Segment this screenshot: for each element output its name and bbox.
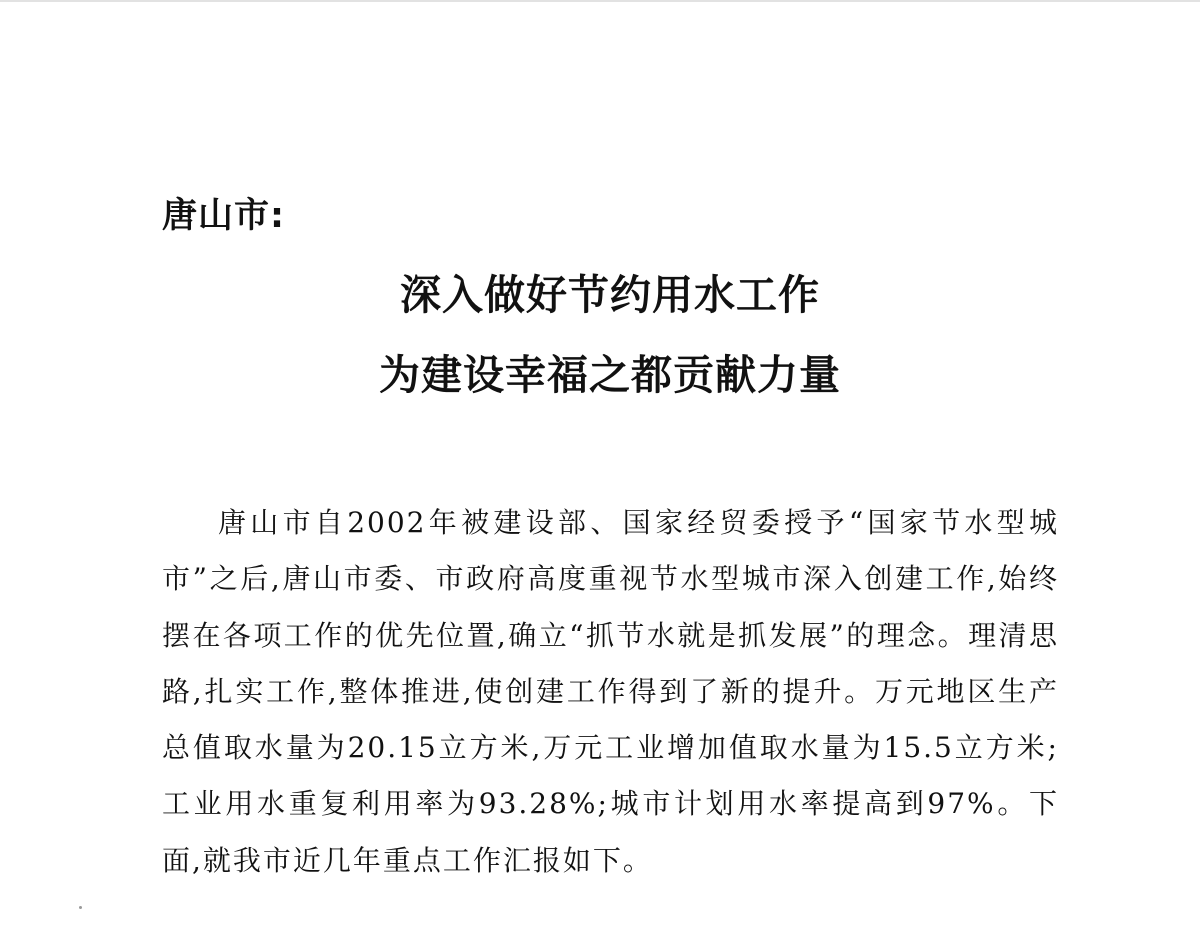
title-line-1: 深入做好节约用水工作 bbox=[400, 271, 820, 319]
title-line-2: 为建设幸福之都贡献力量 bbox=[379, 351, 841, 399]
body-paragraph: 唐山市自2002年被建设部、国家经贸委授予“国家节水型城市”之后,唐山市委、市政府高度重视节水型城市深入创建工作,始终摆在各项工作的优先位置,确立“抓节水就是抓发展”的理念。理清思路,扎实工作,整体推进,使创建工作得到了新的提升。万元地区生产总值取水量为20.15立方米,万元工业增加值取水量为15.5立方米;工业用水重复利用率为93.28%;城市计划用水率提高到97%。下面,就我市近几年重点工作汇报如下。 bbox=[162, 506, 1059, 877]
scan-edge-line bbox=[0, 0, 1200, 2]
city-label: 唐山市: bbox=[162, 196, 285, 236]
scan-speck bbox=[79, 906, 82, 909]
